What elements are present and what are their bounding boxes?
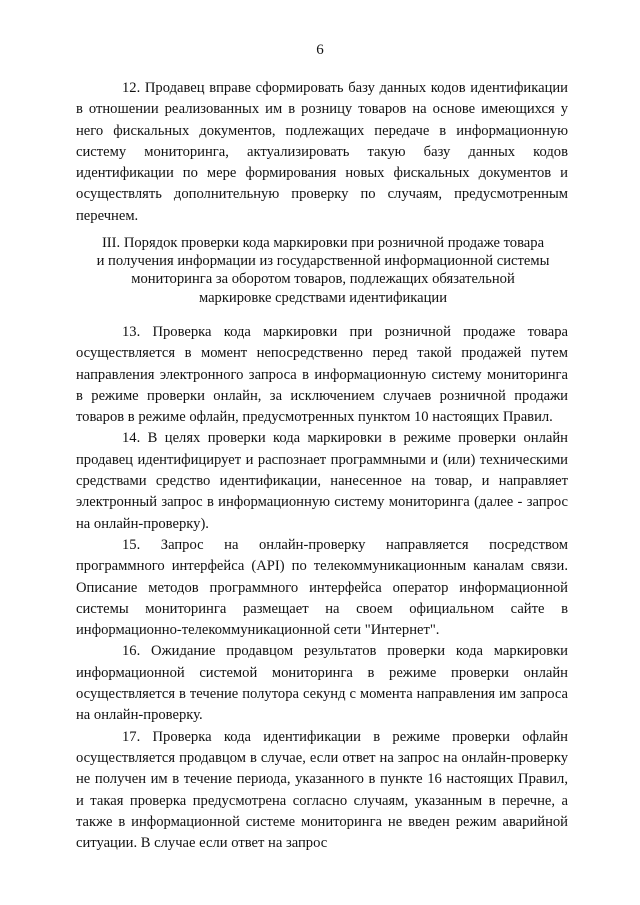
paragraph-block-intro (76, 78, 568, 227)
paragraph-15: 15. Запрос на онлайн-проверку направляется посредством программного интерфейса (API) по телекоммуникационным каналам связи. Описание методов программного интерфейса оператор информационной системы мониторинга размещает на своем официальном сайте в информационно-телекоммуникационной сети "Интернет". (76, 536, 568, 639)
section-heading-line: и получения информации из государственной информационной системы (96, 253, 550, 270)
page-number: 6 (316, 42, 324, 58)
paragraph-block-main (76, 322, 568, 854)
section-heading-line: маркировке средствами идентификации (198, 289, 448, 306)
paragraph-17: 17. Проверка кода идентификации в режиме проверки офлайн осуществляется продавцом в случае, если ответ на запрос на онлайн-проверку не получен им в течение периода, указанного в пункте 16 настоящих Правил, и такая проверка предусмотрена согласно случаям, указанным в перечне, а также в информационной системе мониторинга не введен режим аварийной ситуации. В случае если ответ на запрос (76, 728, 568, 852)
section-heading (86, 234, 560, 307)
paragraph-13: 13. Проверка кода маркировки при розничной продаже товара осуществляется в момент непосредственно перед такой продажей путем направления электронного запроса в информационную систему мониторинга в режиме проверки онлайн, за исключением случаев розничной продажи товаров в режиме офлайн, предусмотренных пунктом 10 настоящих Правил. (76, 324, 568, 426)
paragraph-12: 12. Продавец вправе сформировать базу данных кодов идентификации в отношении реализованных им в розницу товаров на основе имеющихся у него фискальных документов, подлежащих передаче в информационную систему мониторинга, актуализировать такую базу данных кодов идентификации по мере формирования новых фискальных документов и осуществлять дополнительную проверку по случаям, предусмотренным перечнем. (76, 80, 568, 224)
section-heading-line: III. Порядок проверки кода маркировки при розничной продаже товара (101, 235, 545, 251)
paragraph-16: 16. Ожидание продавцом результатов проверки кода маркировки информационной системой мониторинга в режиме проверки онлайн осуществляется в течение полутора секунд с момента направления им запроса на онлайн-проверку. (76, 643, 568, 724)
section-heading-line: мониторинга за оборотом товаров, подлежащих обязательной (131, 271, 515, 288)
paragraph-14: 14. В целях проверки кода маркировки в режиме проверки онлайн продавец идентифицирует и распознает программными и (или) техническими средствами средство идентификации, нанесенное на товар, и направляет электронный запрос в информационную систему мониторинга (далее - запрос на онлайн-проверку). (76, 430, 568, 532)
